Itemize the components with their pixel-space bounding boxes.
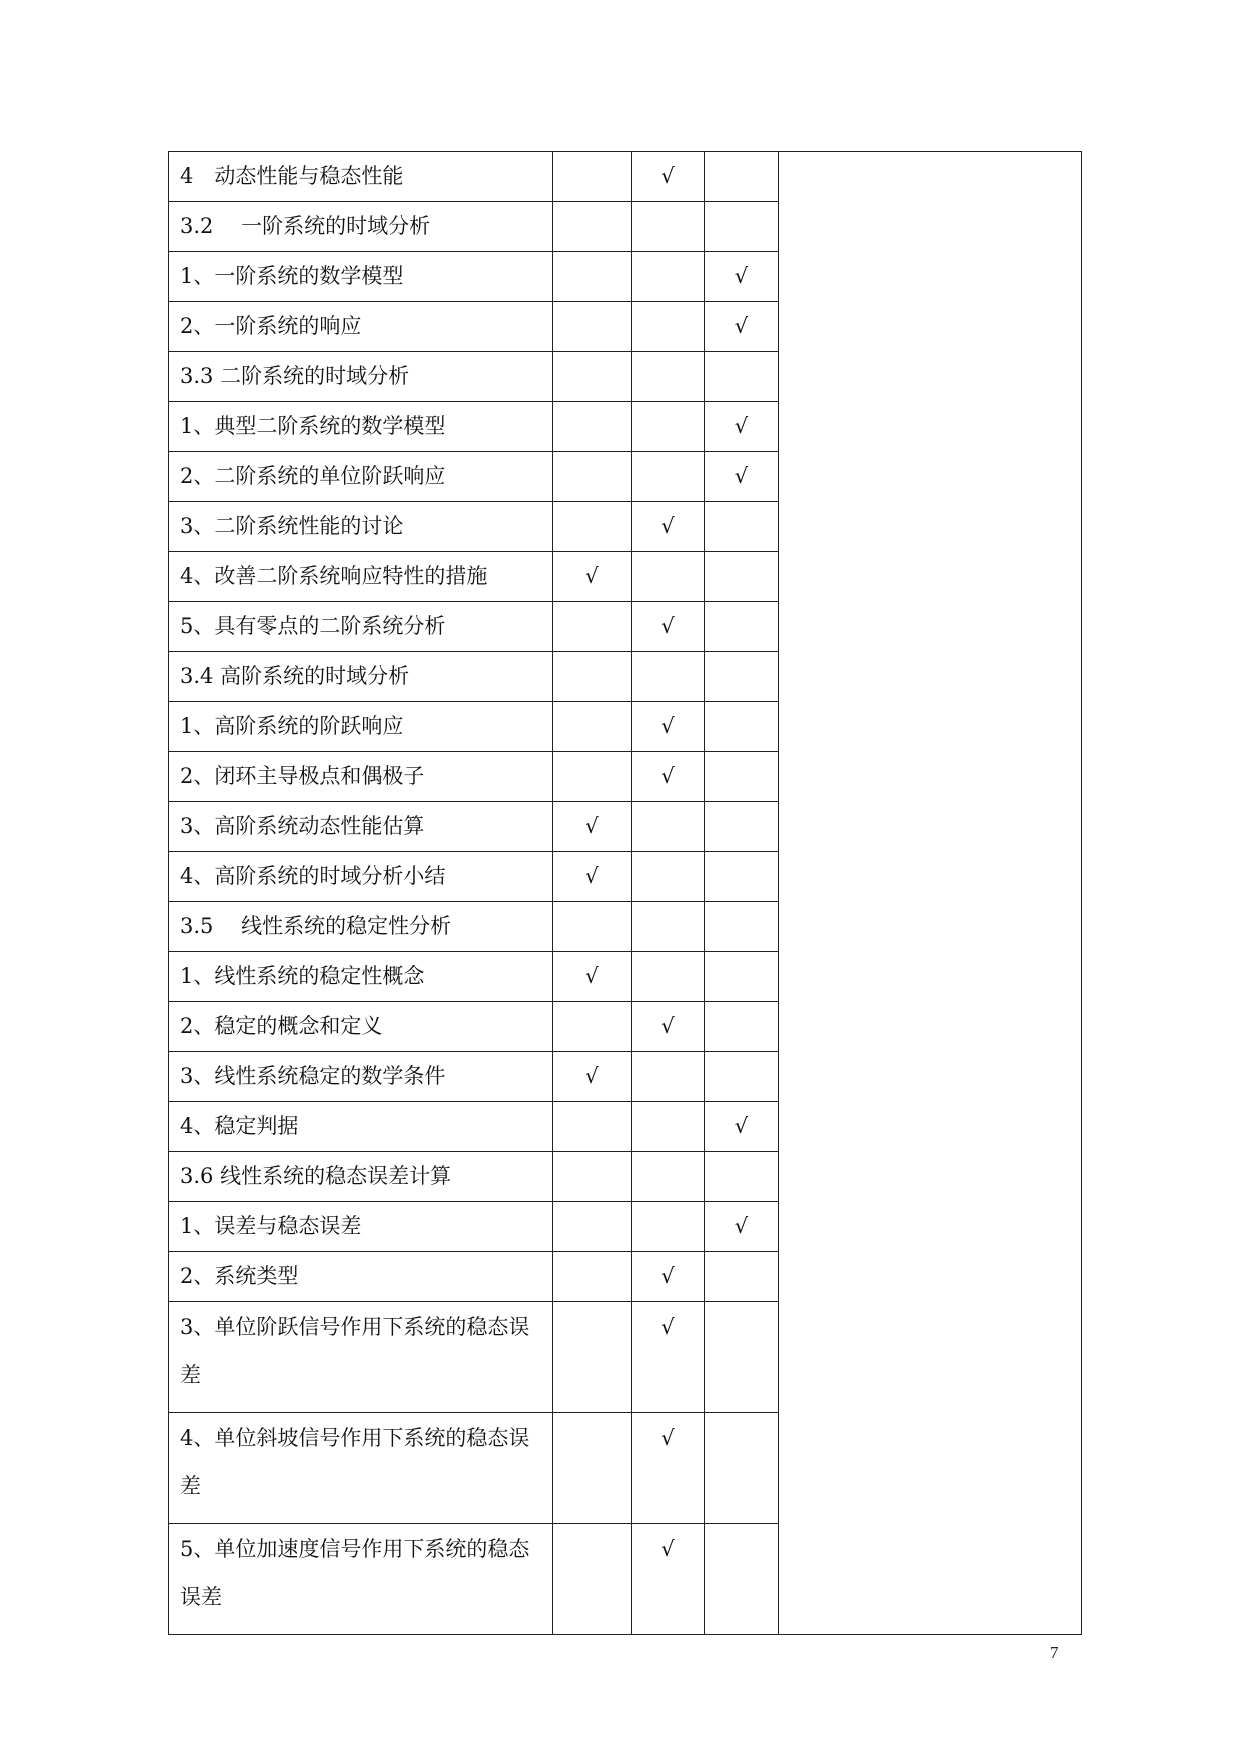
level-1-cell bbox=[553, 1302, 632, 1413]
level-2-cell bbox=[632, 1002, 705, 1052]
level-3-cell bbox=[705, 1152, 779, 1202]
topic-cell: 4 动态性能与稳态性能 bbox=[169, 152, 553, 202]
level-2-cell bbox=[632, 1413, 705, 1524]
level-1-cell bbox=[553, 1002, 632, 1052]
check-mark: √ bbox=[661, 764, 675, 788]
topic-cell: 2、一阶系统的响应 bbox=[169, 302, 553, 352]
level-3-cell bbox=[705, 302, 779, 352]
level-1-cell bbox=[553, 1152, 632, 1202]
topic-cell: 2、稳定的概念和定义 bbox=[169, 1002, 553, 1052]
level-1-cell bbox=[553, 402, 632, 452]
level-1-cell bbox=[553, 252, 632, 302]
level-1-cell bbox=[553, 652, 632, 702]
check-mark: √ bbox=[734, 1114, 749, 1138]
topic-cell: 4、单位斜坡信号作用下系统的稳态误差 bbox=[169, 1413, 553, 1524]
level-1-cell bbox=[553, 1102, 632, 1152]
level-1-cell bbox=[553, 952, 632, 1002]
level-2-cell bbox=[632, 802, 705, 852]
check-mark: √ bbox=[661, 1426, 675, 1450]
level-2-cell bbox=[632, 852, 705, 902]
level-3-cell bbox=[705, 452, 779, 502]
level-2-cell bbox=[632, 552, 705, 602]
level-2-cell bbox=[632, 502, 705, 552]
topic-cell: 3、线性系统稳定的数学条件 bbox=[169, 1052, 553, 1102]
level-2-cell bbox=[632, 1524, 705, 1635]
notes-cell bbox=[779, 152, 1082, 1635]
level-1-cell bbox=[553, 552, 632, 602]
level-1-cell bbox=[553, 302, 632, 352]
level-2-cell bbox=[632, 1152, 705, 1202]
level-2-cell bbox=[632, 702, 705, 752]
topic-cell: 3.3 二阶系统的时域分析 bbox=[169, 352, 553, 402]
level-2-cell bbox=[632, 1202, 705, 1252]
topic-cell: 4、稳定判据 bbox=[169, 1102, 553, 1152]
level-3-cell bbox=[705, 602, 779, 652]
topic-cell: 3.4 高阶系统的时域分析 bbox=[169, 652, 553, 702]
check-mark: √ bbox=[661, 1264, 675, 1288]
topic-cell: 1、一阶系统的数学模型 bbox=[169, 252, 553, 302]
level-1-cell bbox=[553, 852, 632, 902]
level-3-cell bbox=[705, 1052, 779, 1102]
level-2-cell bbox=[632, 1052, 705, 1102]
topic-cell: 1、典型二阶系统的数学模型 bbox=[169, 402, 553, 452]
level-3-cell bbox=[705, 802, 779, 852]
topic-cell: 2、二阶系统的单位阶跃响应 bbox=[169, 452, 553, 502]
topic-cell: 5、具有零点的二阶系统分析 bbox=[169, 602, 553, 652]
topic-cell: 3.5 线性系统的稳定性分析 bbox=[169, 902, 553, 952]
level-3-cell bbox=[705, 252, 779, 302]
check-mark: √ bbox=[734, 464, 749, 488]
level-3-cell bbox=[705, 1413, 779, 1524]
level-2-cell bbox=[632, 452, 705, 502]
syllabus-table-body bbox=[169, 152, 1082, 1635]
level-2-cell bbox=[632, 752, 705, 802]
level-3-cell bbox=[705, 702, 779, 752]
check-mark: √ bbox=[661, 1315, 675, 1339]
level-2-cell bbox=[632, 202, 705, 252]
topic-cell: 1、误差与稳态误差 bbox=[169, 1202, 553, 1252]
level-1-cell bbox=[553, 1524, 632, 1635]
level-3-cell bbox=[705, 852, 779, 902]
check-mark: √ bbox=[661, 164, 675, 188]
level-2-cell bbox=[632, 402, 705, 452]
page-number: 7 bbox=[1050, 1643, 1059, 1662]
check-mark: √ bbox=[734, 414, 749, 438]
level-2-cell bbox=[632, 352, 705, 402]
topic-cell: 5、单位加速度信号作用下系统的稳态误差 bbox=[169, 1524, 553, 1635]
topic-cell: 3.2 一阶系统的时域分析 bbox=[169, 202, 553, 252]
topic-cell: 3、单位阶跃信号作用下系统的稳态误差 bbox=[169, 1302, 553, 1413]
check-mark: √ bbox=[585, 564, 599, 588]
topic-cell: 2、闭环主导极点和偶极子 bbox=[169, 752, 553, 802]
level-1-cell bbox=[553, 902, 632, 952]
level-3-cell bbox=[705, 1102, 779, 1152]
level-1-cell bbox=[553, 1413, 632, 1524]
level-2-cell bbox=[632, 1252, 705, 1302]
topic-cell: 4、改善二阶系统响应特性的措施 bbox=[169, 552, 553, 602]
check-mark: √ bbox=[661, 514, 675, 538]
level-3-cell bbox=[705, 902, 779, 952]
level-2-cell bbox=[632, 952, 705, 1002]
level-1-cell bbox=[553, 802, 632, 852]
level-2-cell bbox=[632, 602, 705, 652]
level-1-cell bbox=[553, 702, 632, 752]
level-2-cell bbox=[632, 1302, 705, 1413]
level-1-cell bbox=[553, 602, 632, 652]
topic-cell: 3、二阶系统性能的讨论 bbox=[169, 502, 553, 552]
topic-cell: 1、线性系统的稳定性概念 bbox=[169, 952, 553, 1002]
check-mark: √ bbox=[661, 714, 675, 738]
check-mark: √ bbox=[661, 614, 675, 638]
level-1-cell bbox=[553, 502, 632, 552]
level-3-cell bbox=[705, 552, 779, 602]
level-2-cell bbox=[632, 652, 705, 702]
check-mark: √ bbox=[661, 1537, 675, 1561]
level-2-cell bbox=[632, 902, 705, 952]
syllabus-table bbox=[168, 151, 1082, 1635]
topic-cell: 3、高阶系统动态性能估算 bbox=[169, 802, 553, 852]
check-mark: √ bbox=[734, 264, 749, 288]
level-3-cell bbox=[705, 202, 779, 252]
level-1-cell bbox=[553, 1202, 632, 1252]
topic-cell: 4、高阶系统的时域分析小结 bbox=[169, 852, 553, 902]
level-3-cell bbox=[705, 1524, 779, 1635]
check-mark: √ bbox=[585, 964, 599, 988]
level-3-cell bbox=[705, 652, 779, 702]
level-3-cell bbox=[705, 1002, 779, 1052]
level-3-cell bbox=[705, 952, 779, 1002]
check-mark: √ bbox=[585, 1064, 599, 1088]
level-1-cell bbox=[553, 1252, 632, 1302]
level-3-cell bbox=[705, 152, 779, 202]
level-1-cell bbox=[553, 452, 632, 502]
level-3-cell bbox=[705, 1302, 779, 1413]
level-3-cell bbox=[705, 752, 779, 802]
check-mark: √ bbox=[585, 814, 599, 838]
topic-cell: 2、系统类型 bbox=[169, 1252, 553, 1302]
level-1-cell bbox=[553, 1052, 632, 1102]
check-mark: √ bbox=[734, 314, 749, 338]
level-2-cell bbox=[632, 152, 705, 202]
level-3-cell bbox=[705, 1252, 779, 1302]
check-mark: √ bbox=[661, 1014, 675, 1038]
level-3-cell bbox=[705, 1202, 779, 1252]
table-row bbox=[169, 152, 1082, 202]
check-mark: √ bbox=[734, 1214, 749, 1238]
level-3-cell bbox=[705, 402, 779, 452]
level-3-cell bbox=[705, 502, 779, 552]
check-mark: √ bbox=[585, 864, 599, 888]
level-2-cell bbox=[632, 302, 705, 352]
level-1-cell bbox=[553, 752, 632, 802]
topic-cell: 1、高阶系统的阶跃响应 bbox=[169, 702, 553, 752]
level-1-cell bbox=[553, 202, 632, 252]
topic-cell: 3.6 线性系统的稳态误差计算 bbox=[169, 1152, 553, 1202]
level-1-cell bbox=[553, 352, 632, 402]
level-3-cell bbox=[705, 352, 779, 402]
level-2-cell bbox=[632, 252, 705, 302]
level-1-cell bbox=[553, 152, 632, 202]
level-2-cell bbox=[632, 1102, 705, 1152]
